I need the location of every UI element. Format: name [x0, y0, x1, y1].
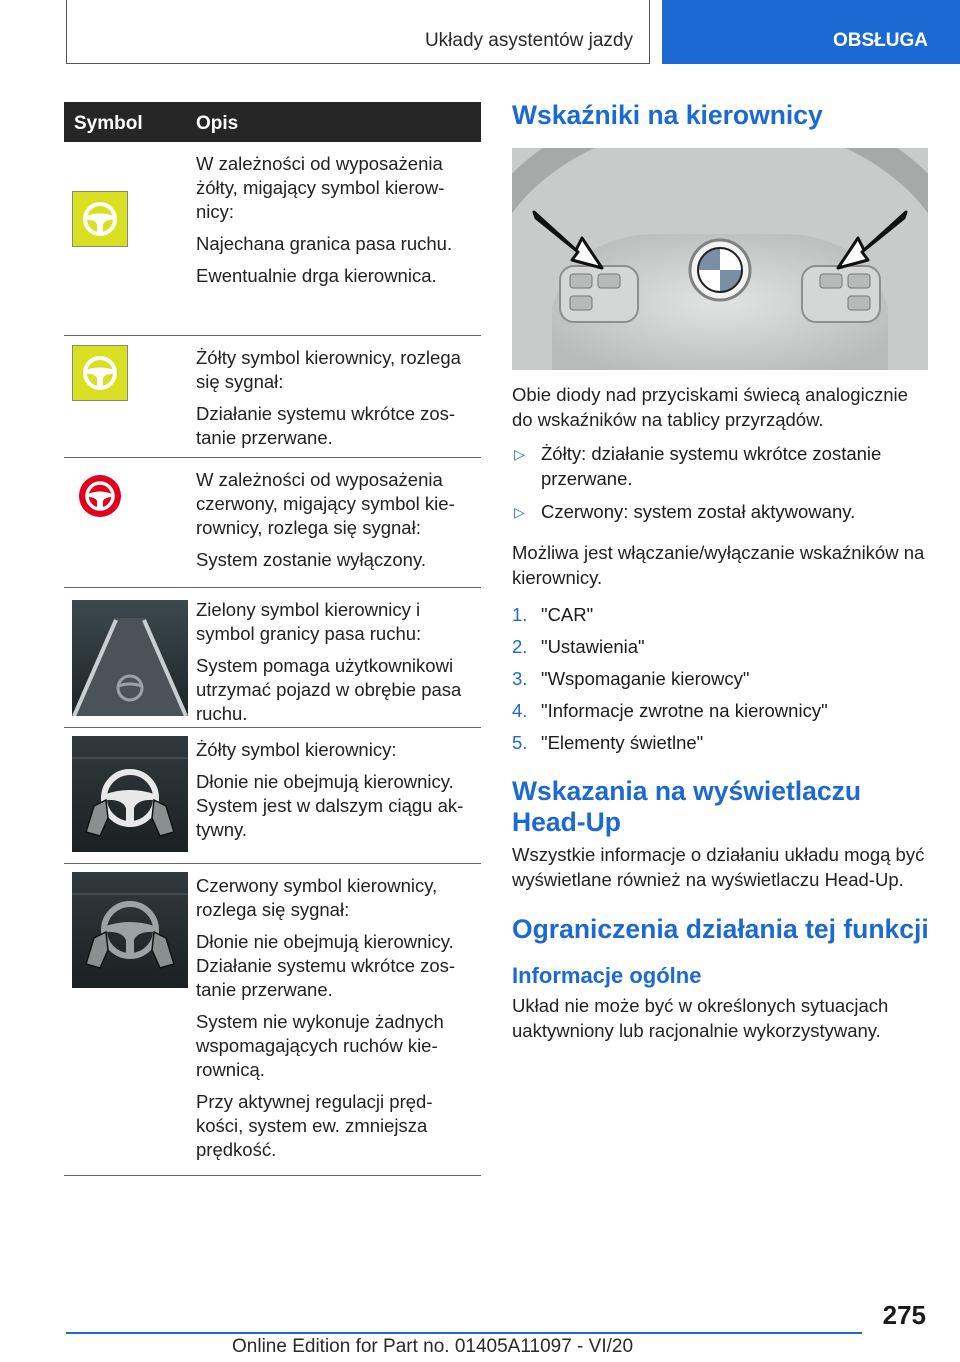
heading-function-limits: Ograniczenia działania tej funkcji — [512, 914, 929, 944]
step-number: 3. — [512, 668, 528, 689]
row-6-text-3: System nie wykonuje żadnych wspomagających ruchów kie-rownicą. — [196, 1011, 444, 1080]
list-item — [512, 634, 930, 666]
row-6-text-2: Dłonie nie obejmują kierownicy. Działanie systemu wkrótce zos-tanie przerwane. — [196, 931, 456, 1000]
row-4-text-1: Zielony symbol kierownicy i symbol granicy pasa ruchu: — [196, 599, 422, 644]
step-text: "Informacje zwrotne na kierownicy" — [541, 700, 828, 721]
footer-divider — [66, 1332, 862, 1334]
right-column — [512, 100, 930, 1043]
table-row — [64, 864, 481, 1176]
hands-off-red-display-image — [72, 872, 188, 988]
row-3-text-1: W zależności od wyposażenia czerwony, migający symbol kie-rownicy, rozlega się sygnał: — [196, 469, 455, 538]
triangle-bullet-icon: ▷ — [514, 504, 525, 520]
page-number: 275 — [882, 1300, 926, 1330]
step-number: 4. — [512, 700, 528, 721]
step-text: "Ustawienia" — [541, 636, 645, 657]
row-6-text-4: Przy aktywnej regulacji pręd-kości, system ew. zmniejsza prędkość. — [196, 1091, 433, 1160]
table-row — [64, 336, 481, 458]
header-frame — [66, 0, 650, 64]
table-row — [64, 588, 481, 728]
heading-steering-indicators: Wskaźniki na kierownicy — [512, 100, 823, 130]
heading-head-up-display: Wskazania na wyświetlaczu Head-Up — [512, 776, 862, 837]
list-item — [512, 698, 930, 730]
row-5-text-2: Dłonie nie obejmują kierownicy. System jest w dalszym ciągu ak-tywny. — [196, 771, 464, 840]
steering-wheel-photo — [512, 148, 928, 370]
step-text: "Wspomaganie kierowcy" — [541, 668, 750, 689]
table-row — [64, 142, 481, 336]
symbol-table — [64, 102, 481, 1176]
table-row — [64, 458, 481, 588]
list-item — [512, 441, 930, 491]
head-up-text: Wszystkie informacje o działaniu układu mogą być wyświetlane również na wyświetlaczu Head-Up. — [512, 844, 925, 890]
column-header-symbol: Symbol — [74, 113, 143, 134]
row-3-text-2: System zostanie wyłączony. — [196, 549, 426, 570]
bullet-text-red: Czerwony: system został aktywowany. — [541, 501, 856, 522]
list-item — [512, 666, 930, 698]
edition-footer: Online Edition for Part no. 01405A11097 - VI/20 — [232, 1336, 634, 1357]
row-5-text-1: Żółty symbol kierownicy: — [196, 739, 397, 760]
chapter-tab[interactable] — [662, 0, 960, 64]
row-4-text-2: System pomaga użytkownikowi utrzymać pojazd w obrębie pasa ruchu. — [196, 655, 462, 724]
step-text: "Elementy świetlne" — [541, 732, 704, 753]
list-item — [512, 730, 930, 762]
row-1-text-1: W zależności od wyposażenia żółty, migający symbol kierow-nicy: — [196, 153, 445, 222]
step-number: 5. — [512, 732, 528, 753]
row-6-text-1: Czerwony symbol kierownicy, rozlega się sygnał: — [196, 875, 438, 920]
settings-steps-list — [512, 602, 930, 762]
chapter-tab-label: OBSŁUGA — [833, 30, 928, 51]
step-number: 2. — [512, 636, 528, 657]
row-1-text-2: Najechana granica pasa ruchu. — [196, 233, 453, 254]
section-title: Układy asystentów jazdy — [424, 30, 633, 51]
hands-off-yellow-display-image — [72, 736, 188, 852]
column-header-description: Opis — [196, 113, 239, 134]
table-header — [64, 102, 481, 142]
row-2-text-1: Żółty symbol kierownicy, rozlega się sygnał: — [196, 347, 461, 392]
steering-wheel-red-icon — [72, 468, 128, 524]
bullet-text-yellow: Żółty: działanie systemu wkrótce zostanie przerwane. — [541, 443, 882, 489]
row-1-text-3: Ewentualnie drga kierownica. — [196, 265, 437, 286]
steering-wheel-yellow-blinking-icon — [72, 191, 128, 247]
table-row — [64, 728, 481, 864]
list-item — [512, 499, 930, 524]
list-item — [512, 602, 930, 634]
indicators-intro-text: Obie diody nad przyciskami świecą analogicznie do wskaźników na tablicy przyrządów. — [512, 384, 908, 430]
lane-keeping-green-display-image — [72, 600, 188, 716]
row-2-text-2: Działanie systemu wkrótce zos-tanie przerwane. — [196, 403, 456, 448]
heading-general-info: Informacje ogólne — [512, 963, 702, 988]
enable-indicators-text: Możliwa jest włączanie/wyłączanie wskaźników na kierownicy. — [512, 542, 925, 588]
triangle-bullet-icon: ▷ — [514, 446, 525, 462]
step-number: 1. — [512, 604, 528, 625]
step-text: "CAR" — [541, 604, 594, 625]
steering-wheel-yellow-icon — [72, 345, 128, 401]
general-info-text: Układ nie może być w określonych sytuacjach uaktywniony lub racjonalnie wykorzystywany. — [512, 995, 889, 1041]
